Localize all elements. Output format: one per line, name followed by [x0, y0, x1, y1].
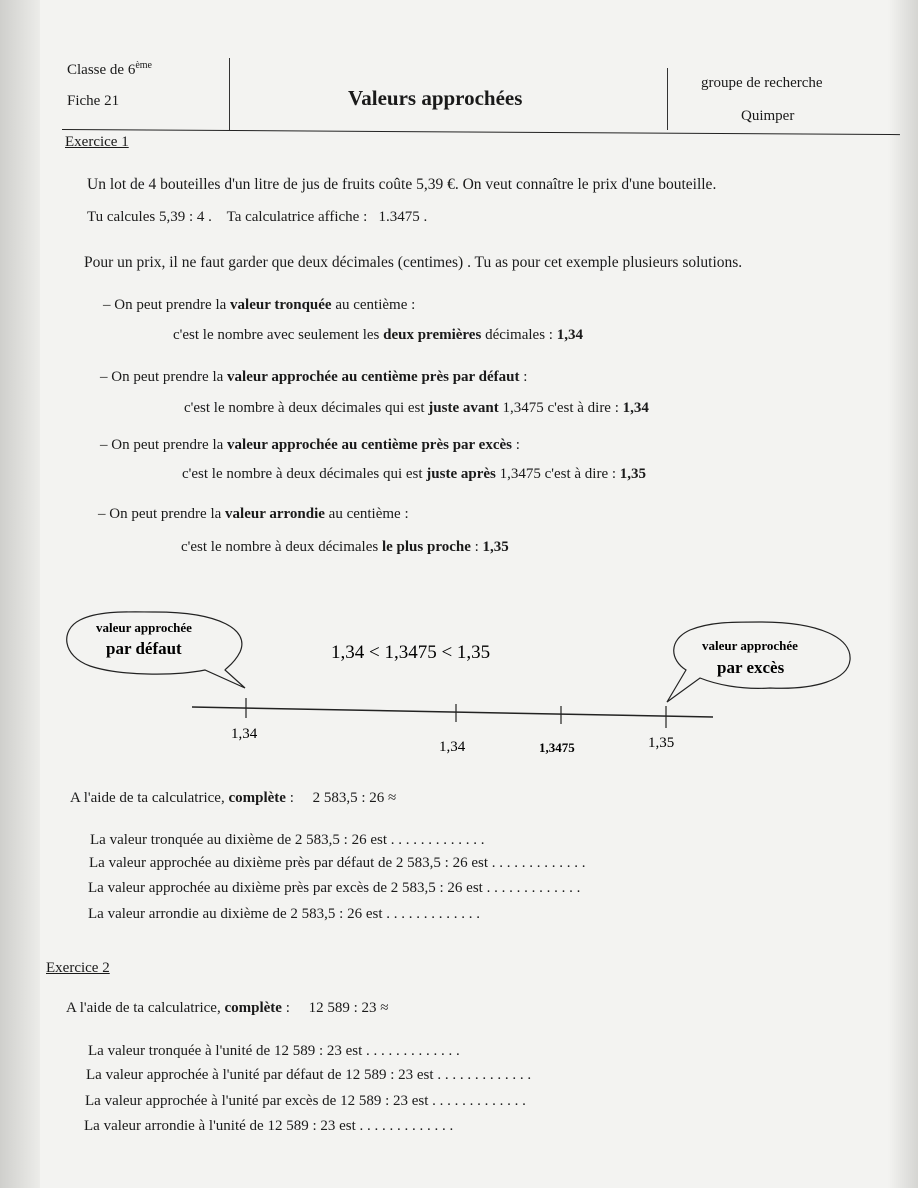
- exercise2-task: [66, 1000, 389, 1017]
- bullet-answer: 1,35: [482, 539, 509, 555]
- header-divider-right: [667, 68, 668, 130]
- fill-line[interactable]: La valeur approchée au dixième près par excès de 2 583,5 : 26 est . . . . . . . . . . . . .: [88, 880, 581, 896]
- task-expression: 12 589 : 23 ≈: [308, 1000, 389, 1016]
- class-text: Classe de 6: [67, 62, 136, 78]
- bullet-bold: valeur tronquée: [230, 297, 332, 313]
- bullet-bold: deux premières: [383, 327, 482, 343]
- calc-result: 1.3475 .: [378, 209, 428, 225]
- bubble-left-big: par défaut: [106, 639, 182, 658]
- bubble-right-big: par excès: [717, 658, 785, 677]
- bullet-bold: valeur approchée au centième près par défaut: [227, 369, 520, 385]
- bullet-text: – On peut prendre la: [100, 437, 228, 453]
- bullet-text: au centième :: [331, 297, 416, 313]
- bubble-left-small: valeur approchée: [96, 620, 192, 635]
- tick-label: 1,35: [648, 735, 675, 751]
- bullet-excess: [100, 437, 520, 454]
- bullet-answer: 1,34: [622, 400, 649, 416]
- exercise1-calc: [87, 209, 427, 226]
- task-expression: 2 583,5 : 26 ≈: [312, 790, 397, 806]
- fill-line[interactable]: La valeur arrondie au dixième de 2 583,5 : 26 est . . . . . . . . . . . . .: [88, 906, 480, 922]
- bullet-rounded: [98, 506, 409, 523]
- tick-label: 1,34: [231, 726, 258, 742]
- calc-display-label: Ta calculatrice affiche :: [226, 209, 368, 225]
- bullet-truncated: [103, 297, 415, 314]
- bullet-text: c'est le nombre avec seulement les: [173, 327, 384, 343]
- bullet-text: :: [470, 539, 483, 555]
- task-bold: complète: [224, 1000, 282, 1016]
- sheet-number: Fiche 21: [67, 93, 120, 109]
- tick-label: 1,3475: [539, 740, 575, 755]
- exercise1-heading: Exercice 1: [65, 134, 129, 150]
- bullet-truncated-detail: [173, 327, 583, 344]
- task-bold: complète: [228, 790, 286, 806]
- number-line-diagram: [0, 590, 918, 770]
- bullet-text: – On peut prendre la: [103, 297, 231, 313]
- task-text: :: [281, 1000, 290, 1016]
- bullet-bold: le plus proche: [381, 539, 471, 555]
- exercise1-price-note: Pour un prix, il ne faut garder que deux décimales (centimes) . Tu as pour cet exemple plusieurs solutions.: [84, 254, 743, 271]
- exercise1-task: [70, 790, 396, 807]
- task-text: A l'aide de ta calculatrice,: [70, 790, 229, 806]
- bullet-bold: juste après: [426, 466, 496, 482]
- exercise2-heading: Exercice 2: [46, 960, 110, 976]
- header-rule: [62, 129, 900, 135]
- number-line: [192, 707, 713, 717]
- calc-instruction: Tu calcules 5,39 : 4 .: [87, 209, 212, 225]
- fill-line[interactable]: La valeur approchée au dixième près par défaut de 2 583,5 : 26 est . . . . . . . . . . . . .: [89, 855, 586, 871]
- fill-line[interactable]: La valeur tronquée à l'unité de 12 589 : 23 est . . . . . . . . . . . . .: [88, 1043, 460, 1059]
- bullet-answer: 1,35: [619, 466, 647, 482]
- bullet-bold: valeur approchée au centième près par excès: [227, 437, 512, 453]
- city-label: Quimper: [741, 108, 795, 124]
- bullet-text: :: [512, 437, 520, 453]
- bullet-bold: valeur arrondie: [225, 506, 325, 522]
- bullet-text: 1,3475 c'est à dire :: [495, 466, 620, 482]
- bullet-text: décimales :: [481, 327, 557, 343]
- bullet-excess-detail: [182, 466, 646, 483]
- task-text: :: [285, 790, 294, 806]
- bullet-text: – On peut prendre la: [100, 369, 228, 385]
- bullet-text: c'est le nombre à deux décimales qui est: [184, 400, 429, 416]
- bullet-text: c'est le nombre à deux décimales: [181, 539, 382, 555]
- bullet-text: 1,3475 c'est à dire :: [498, 400, 623, 416]
- fill-line[interactable]: La valeur approchée à l'unité par excès de 12 589 : 23 est . . . . . . . . . . . . .: [85, 1093, 526, 1109]
- bullet-bold: juste avant: [428, 400, 499, 416]
- bullet-text: :: [519, 369, 528, 385]
- bullet-answer: 1,34: [556, 327, 583, 343]
- group-label: groupe de recherche: [701, 75, 823, 91]
- page-title: Valeurs approchées: [348, 86, 523, 110]
- bullet-text: au centième :: [324, 506, 409, 522]
- inequality: 1,34 < 1,3475 < 1,35: [331, 642, 491, 663]
- bullet-default-detail: [184, 400, 649, 417]
- bubble-right-small: valeur approchée: [702, 638, 798, 653]
- tick-label: 1,34: [439, 739, 466, 755]
- class-label: [67, 60, 152, 79]
- fill-line[interactable]: La valeur approchée à l'unité par défaut de 12 589 : 23 est . . . . . . . . . . . . .: [86, 1067, 532, 1083]
- exercise1-intro: Un lot de 4 bouteilles d'un litre de jus de fruits coûte 5,39 €. On veut connaître le prix d'une bouteille.: [87, 176, 717, 193]
- bullet-text: c'est le nombre à deux décimales qui est: [182, 466, 427, 482]
- task-text: A l'aide de ta calculatrice,: [66, 1000, 225, 1016]
- fill-line[interactable]: La valeur tronquée au dixième de 2 583,5 : 26 est . . . . . . . . . . . . .: [90, 832, 485, 848]
- fill-line[interactable]: La valeur arrondie à l'unité de 12 589 : 23 est . . . . . . . . . . . . .: [84, 1118, 454, 1134]
- class-sup: ème: [135, 60, 152, 71]
- bullet-default: [100, 369, 527, 386]
- bullet-rounded-detail: [181, 539, 509, 556]
- header-divider-left: [229, 58, 230, 130]
- bullet-text: – On peut prendre la: [98, 506, 226, 522]
